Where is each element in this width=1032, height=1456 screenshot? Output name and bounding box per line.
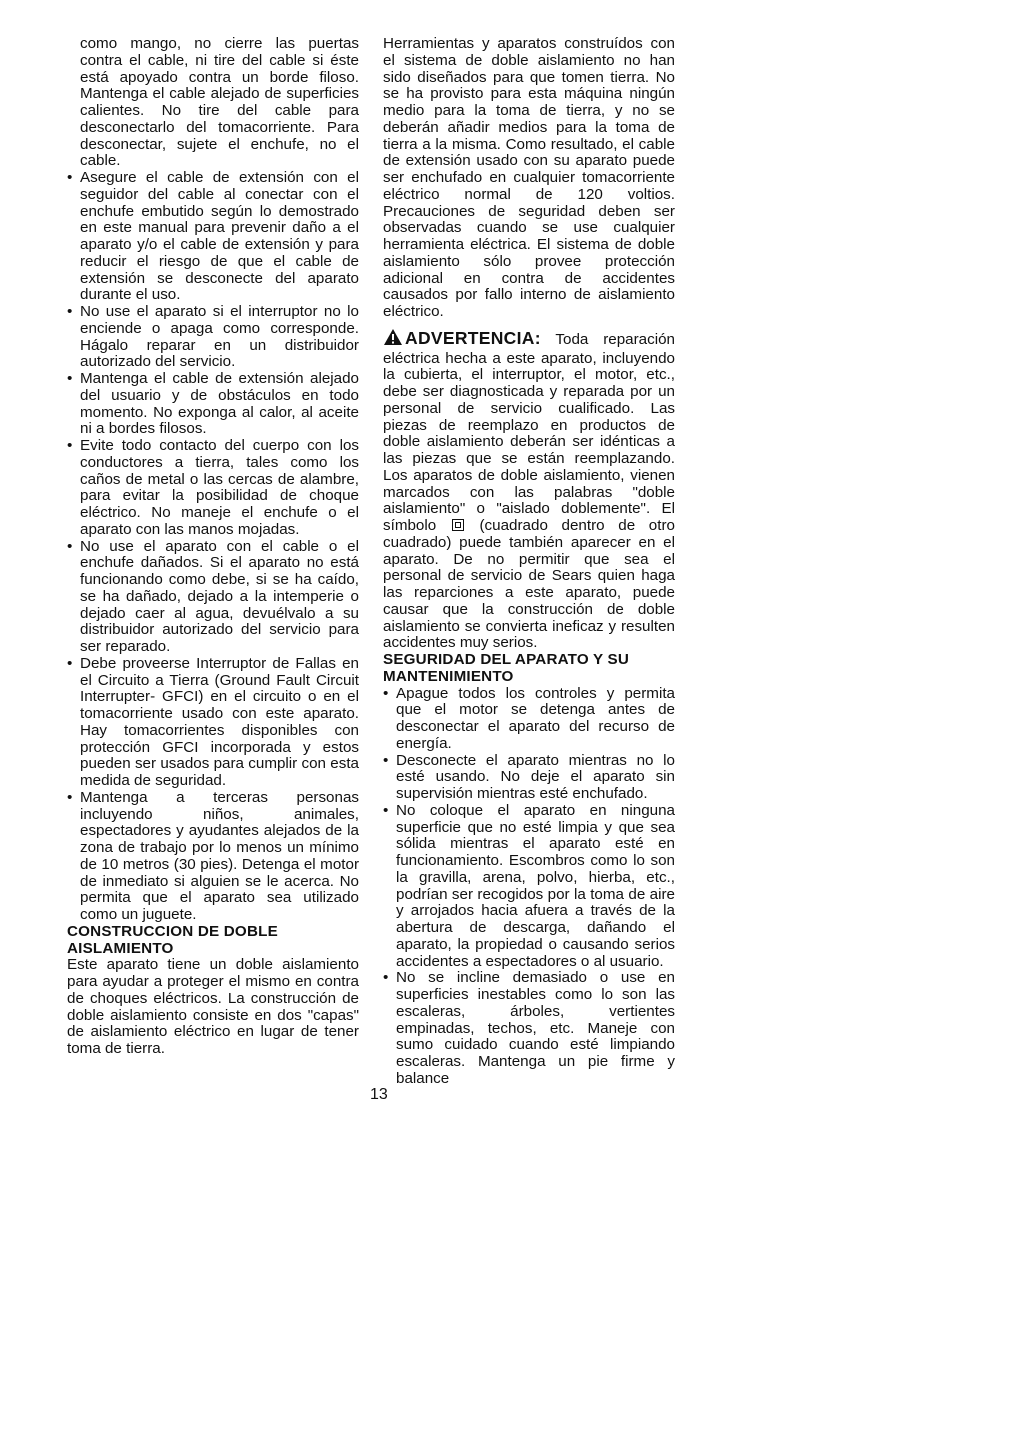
list-item: • Mantenga a terceras personas incluyendo niños, animales, espectadores y ayudantes alejados de la zona de trabajo por lo menos un mínimo de 10 metros (30 pies). Detenga el motor de inmediato si alguien se le acerca. No permita que el aparato sea utilizado como un juguete. xyxy=(67,788,359,923)
bullet-icon: • xyxy=(67,437,73,454)
warning-text-part-1: Toda reparación eléctrica hecha a este aparato, incluyendo la cubierta, el interruptor, el motor, etc., debe ser diagnosticada y reparada por un personal de servicio cualificado. Las piezas de reemplazo en productos de doble aislamiento deberán ser idénticas a las piezas que se están reemplazando. Los aparatos de doble aislamiento, vienen marcados con las palabras "doble aislamiento" o "aislado doblemente". El símbolo xyxy=(383,330,675,534)
warning-icon xyxy=(383,328,403,351)
list-item: • Evite todo contacto del cuerpo con los conductores a tierra, tales como los caños de metal o las cercas de alambre, para evitar la posibilidad de choque eléctrico. No maneje el enchufe o el aparato con las manos mojadas. xyxy=(67,437,359,538)
bullet-icon: • xyxy=(383,751,389,769)
bullet-icon: • xyxy=(67,537,73,555)
list-item: • Debe proveerse Interruptor de Fallas en el Circuito a Tierra (Ground Fault Circuit Interrupter- GFCI) en el circuito o en el tomacorriente usado con este aparato. Hay tomacorrientes disponibles con protección GFCI incorporada y estos pueden ser usados para cumplir con esta medida de seguridad. xyxy=(67,654,359,789)
section-heading-maintenance: SEGURIDAD DEL APARATO Y SU MANTENIMIENTO xyxy=(383,651,629,685)
section-heading-double-insulation: CONSTRUCCION DE DOBLE AISLAMIENTO xyxy=(67,922,278,957)
warning-paragraph xyxy=(383,328,675,652)
bullet-icon: • xyxy=(67,370,73,387)
bullet-icon: • xyxy=(67,303,73,320)
left-bullet-list xyxy=(67,170,359,924)
left-intro-paragraph: como mango, no cierre las puertas contra el cable, ni tire del cable si éste está apoyado contra un borde filoso. Mantenga el cable alejado de superficies calientes. No tire del cable para desconectarlo del tomacorriente. Para desconectar, sujete el enchufe, no el cable. xyxy=(80,35,359,170)
left-column xyxy=(67,36,359,1058)
list-item: • No se incline demasiado o use en superficies inestables como lo son las escaleras, árboles, vertientes empinadas, techos, etc. Maneje con sumo cuidado cuando esté limpiando escaleras. Mantenga un pie firme y balance xyxy=(383,969,675,1087)
list-item: • Asegure el cable de extensión con el seguidor del cable al conectar con el enchufe embutido según lo demostrado en este manual para prevenir daño a el aparato y/o el cable de extensión y para reducir el riesgo de que el cable de extensión se desconecte del aparato durante el uso. xyxy=(67,169,359,304)
warning-text-part-2: (cuadrado dentro de otro cuadrado) puede también aparecer en el aparato. De no permitir que sea el personal de servicio de Sears quien haga las reparciones a este aparato, puede causar que la construcción de doble aislamiento se convierta ineficaz y resulten accidentes muy serios. xyxy=(383,517,675,652)
list-item: • Desconecte el aparato mientras no lo esté usando. No deje el aparato sin supervisión mientras esté enchufado. xyxy=(383,751,675,802)
list-item: • No coloque el aparato en ninguna superficie que no esté limpia y que sea sólida mientras el aparato esté en funcionamiento. Escombros como lo son la gravilla, arena, polvo, hierba, etc., podrían ser recogidos por la toma de aire y arrojados hacia afuera a través de la abertura de descarga, dañando el aparato, la propiedad o causando serios accidentes a espectadores o al usuario. xyxy=(383,801,675,970)
bullet-icon: • xyxy=(67,788,73,806)
list-item: • Apague todos los controles y permita que el motor se detenga antes de desconectar el aparato del recurso de energía. xyxy=(383,684,675,752)
list-item: • Mantenga el cable de extensión alejado del usuario y de obstáculos en todo momento. No exponga al calor, al aceite ni a bordes filosos. xyxy=(67,370,359,438)
right-column xyxy=(383,36,675,1088)
double-insulation-paragraph: Este aparato tiene un doble aislamiento para ayudar a proteger el mismo en contra de choques eléctricos. La construcción de doble aislamiento consiste en dos "capas" de aislamiento eléctrico en lugar de tener toma de tierra. xyxy=(67,956,359,1057)
warning-label: ADVERTENCIA: xyxy=(405,327,541,348)
list-item: • No use el aparato con el cable o el enchufe dañados. Si el aparato no está funcionando como debe, si se ha caído, se ha dañado, dejado a la intemperie o dejado caer al agua, devuélvalo a su distribuidor autorizado del servicio para ser reparado. xyxy=(67,537,359,655)
bullet-icon: • xyxy=(383,684,389,702)
right-bullet-list xyxy=(383,686,675,1088)
bullet-icon: • xyxy=(67,169,73,186)
list-item: • No use el aparato si el interruptor no lo enciende o apaga como corresponde. Hágalo reparar en un distribuidor autorizado del servicio. xyxy=(67,303,359,371)
bullet-icon: • xyxy=(67,654,73,672)
bullet-icon: • xyxy=(383,969,389,987)
double-insulation-symbol-icon xyxy=(452,519,464,531)
bullet-icon: • xyxy=(383,801,389,819)
right-intro-paragraph: Herramientas y aparatos construídos con el sistema de doble aislamiento no han sido diseñados para que tomen tierra. No se ha provisto para esta máquina ningún medio para la toma de tierra, y no se deberán añadir medios para la toma de tierra a la misma. Como resultado, el cable de extensión usado con su aparato puede ser enchufado en cualquier tomacorriente eléctrico normal de 120 voltios. Precauciones de seguridad deben ser observadas cuando se use cualquier herramienta eléctrica. El sistema de doble aislamiento sólo provee protección adicional en contra de accidentes causados por fallo interno de aislamiento eléctrico. xyxy=(383,35,675,320)
page-number: 13 xyxy=(370,1086,388,1103)
